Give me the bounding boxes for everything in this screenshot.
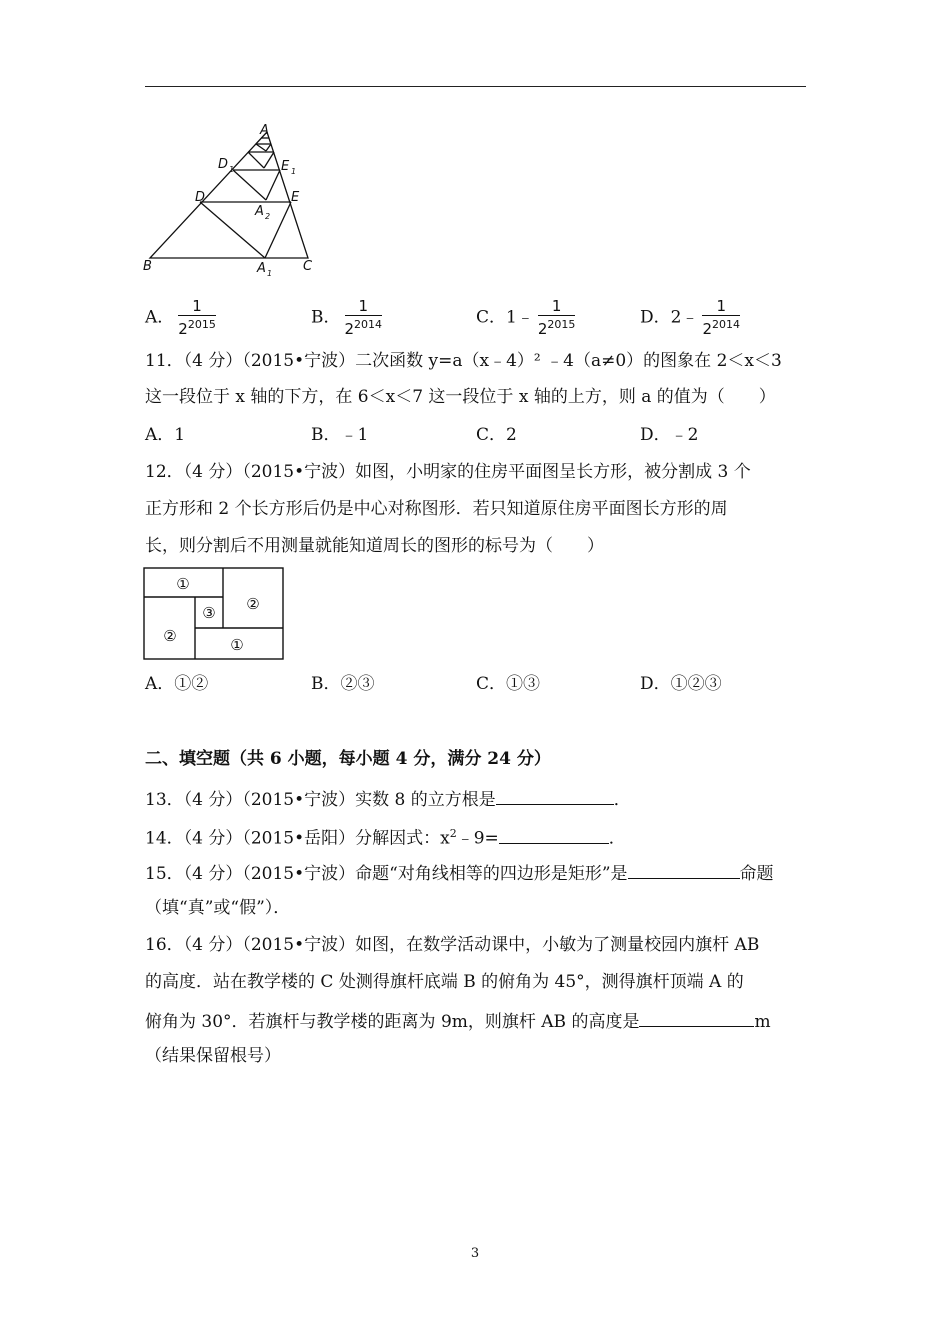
triangle-figure: [140, 122, 320, 277]
label-E1-sub: 1: [291, 167, 297, 176]
q15-line1: 15．（4 分）（2015•宁波）命题“对角线相等的四边形是矩形”是 命题: [145, 860, 774, 885]
q16-answer-blank[interactable]: [639, 1008, 754, 1027]
region-label-2-left: ②: [163, 627, 177, 645]
label-A1-sub: 1: [267, 269, 273, 277]
q12-line3: 长，则分割后不用测量就能知道周长的图形的标号为（ ）: [145, 536, 604, 556]
label-D: D: [195, 190, 206, 205]
label-A2-sub: 2: [265, 212, 271, 221]
q16-line2: 的高度．站在教学楼的 C 处测得旗杆底端 B 的俯角为 45°，测得旗杆顶端 A 的: [145, 972, 744, 992]
q12-option-a[interactable]: A．①②: [145, 674, 209, 694]
floor-plan-figure: [143, 567, 286, 662]
q11-line1: 11．（4 分）（2015•宁波）二次函数 y=a（x﹣4）² ﹣4（a≠0）的图象在 2＜x＜3: [145, 351, 782, 371]
q12-line1: 12．（4 分）（2015•宁波）如图，小明家的住房平面图呈长方形，被分割成 3 个: [145, 462, 751, 482]
q11-line2: 这一段位于 x 轴的下方，在 6＜x＜7 这一段位于 x 轴的上方，则 a 的值为（ ）: [145, 387, 776, 407]
q15-line2: （填“真”或“假”）．: [145, 898, 291, 918]
q12-option-c[interactable]: C．①③: [476, 674, 541, 694]
section-heading: 二、填空题（共 6 小题，每小题 4 分，满分 24 分）: [145, 749, 551, 769]
label-A1: A: [257, 261, 266, 276]
q11-option-d[interactable]: D．﹣2: [640, 425, 699, 445]
q16-line3: 俯角为 30°．若旗杆与教学楼的距离为 9m，则旗杆 AB 的高度是 m: [145, 1008, 771, 1033]
q11-option-c[interactable]: C．2: [476, 425, 517, 445]
q10-option-b[interactable]: B． $\frac{1}{2^{2014}}$: [311, 297, 383, 338]
page-number: 3: [470, 1246, 480, 1261]
q14-answer-blank[interactable]: [499, 825, 609, 844]
label-B: B: [143, 259, 152, 274]
q14-line: 14．（4 分）（2015•岳阳）分解因式：$x^2﹣9=$ ．: [145, 823, 626, 850]
region-label-1-bottom: ①: [230, 636, 244, 654]
header-rule: [145, 86, 806, 87]
label-D1: D: [218, 157, 229, 172]
q10-option-d[interactable]: D．2﹣ $\frac{1}{2^{2014}}$: [640, 297, 741, 338]
q13-answer-blank[interactable]: [496, 786, 614, 805]
region-label-1-top: ①: [176, 575, 190, 593]
label-D1-sub: 1: [229, 165, 235, 174]
q16-line4: （结果保留根号）: [145, 1046, 281, 1066]
q12-option-d[interactable]: D．①②③: [640, 674, 722, 694]
q13-line: 13．（4 分）（2015•宁波）实数 8 的立方根是 ．: [145, 786, 631, 811]
q11-option-b[interactable]: B．﹣1: [311, 425, 369, 445]
q12-line2: 正方形和 2 个长方形后仍是中心对称图形．若只知道原住房平面图长方形的周: [145, 499, 728, 519]
q16-line1: 16．（4 分）（2015•宁波）如图，在数学活动课中，小敏为了测量校园内旗杆 AB: [145, 935, 760, 955]
region-label-2-right: ②: [246, 595, 260, 613]
region-label-3-center: ③: [202, 604, 216, 622]
q10-option-c[interactable]: C．1﹣ $\frac{1}{2^{2015}}$: [476, 297, 576, 338]
label-E: E: [291, 190, 300, 205]
label-A: A: [260, 123, 269, 138]
label-A2: A: [255, 204, 264, 219]
q15-answer-blank[interactable]: [628, 860, 740, 879]
q12-option-b[interactable]: B．②③: [311, 674, 375, 694]
q10-option-a[interactable]: A． $\frac{1}{2^{2015}}$: [145, 297, 216, 338]
q11-option-a[interactable]: A．1: [145, 425, 186, 445]
label-E1: E: [281, 159, 290, 174]
label-C: C: [303, 259, 313, 274]
